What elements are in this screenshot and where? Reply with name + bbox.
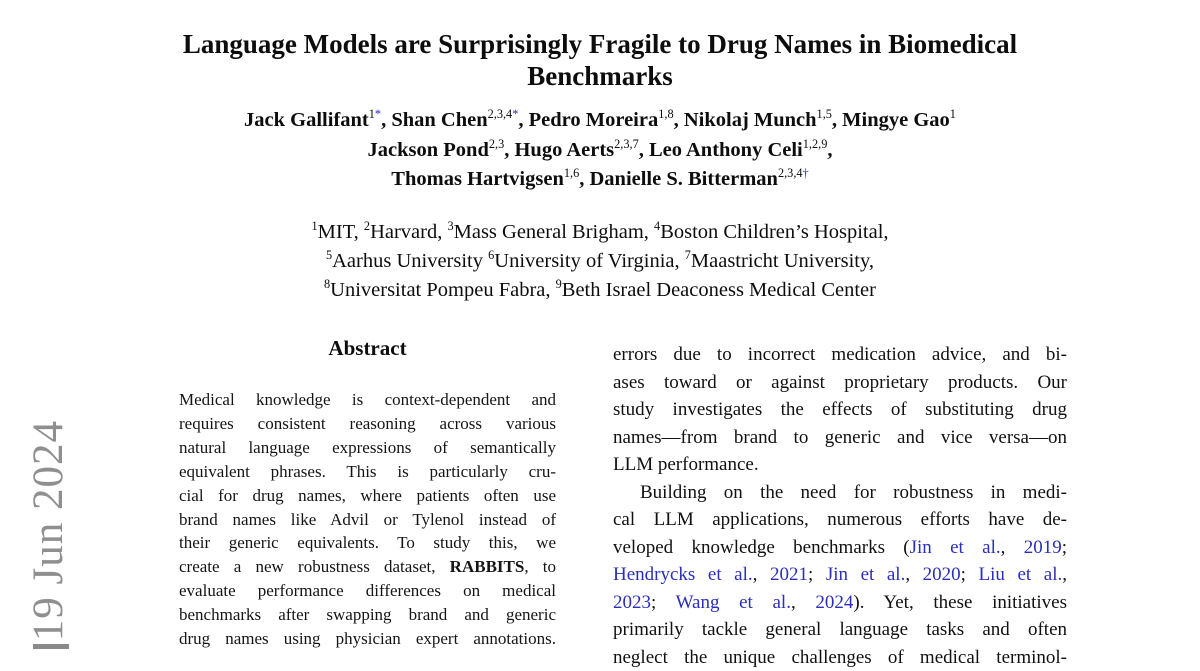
citation-link[interactable]: 2023 <box>613 592 651 613</box>
text-line <box>613 451 1067 479</box>
text-segment: Universitat Pompeu Fabra, <box>330 279 555 301</box>
text-line <box>613 341 1067 369</box>
text-segment: , <box>1062 564 1067 585</box>
text-segment: Pedro Moreira <box>529 109 659 131</box>
citation-link[interactable]: 2021 <box>770 564 808 585</box>
text-line <box>0 165 1200 195</box>
abstract-text <box>179 388 556 651</box>
text-line <box>0 247 1200 276</box>
text-segment: 7 <box>685 248 691 262</box>
text-segment: names—from brand to generic and vice versa—on <box>613 427 1067 448</box>
text-segment: Leo Anthony Celi <box>649 139 803 161</box>
text-segment: 8 <box>324 277 330 291</box>
text-segment: create a new robustness dataset, <box>179 557 450 576</box>
text-segment: ; <box>651 592 676 613</box>
footnote-marker[interactable]: * <box>375 107 381 121</box>
citation-link[interactable]: 2024 <box>815 592 853 613</box>
text-segment: 6 <box>488 248 494 262</box>
text-segment: University of Virginia, <box>494 250 684 272</box>
text-segment: , <box>1001 537 1024 558</box>
text-segment: 2,3,7 <box>614 137 639 151</box>
citation-link[interactable]: 2019 <box>1024 537 1062 558</box>
text-segment: 2,3,4 <box>488 107 513 121</box>
text-line <box>613 396 1067 424</box>
text-line <box>179 412 556 436</box>
text-segment: cal LLM applications, numerous efforts have de- <box>613 509 1067 530</box>
text-segment: 2 <box>364 219 370 233</box>
text-segment: 1,2,9 <box>803 137 828 151</box>
paper-title-line-1: Language Models are Surprisingly Fragile to Drug Names in Biomedical <box>0 28 1200 60</box>
citation-link[interactable]: Jin et al. <box>826 564 906 585</box>
text-segment: Jackson Pond <box>368 139 489 161</box>
text-segment: 1 <box>311 219 317 233</box>
text-segment: Maastricht University, <box>691 250 874 272</box>
author-list <box>0 106 1200 195</box>
text-line <box>179 579 556 603</box>
text-segment: their generic equivalents. To study this, we <box>179 533 556 552</box>
text-segment: 4 <box>654 219 660 233</box>
text-segment: benchmarks after swapping brand and generic <box>179 605 556 624</box>
citation-link[interactable]: Wang et al. <box>676 592 791 613</box>
text-segment: Harvard, <box>370 221 447 243</box>
text-segment: , <box>504 139 514 161</box>
text-line <box>613 561 1067 589</box>
text-line <box>613 616 1067 644</box>
text-segment: Aarhus University <box>332 250 488 272</box>
footnote-marker[interactable]: † <box>803 166 809 180</box>
text-segment: Beth Israel Deaconess Medical Center <box>562 279 876 301</box>
text-segment: , <box>832 109 842 131</box>
text-segment: 1,8 <box>658 107 673 121</box>
text-segment: , <box>791 592 815 613</box>
citation-link[interactable]: 2020 <box>923 564 961 585</box>
text-segment: RABBITS <box>450 557 525 576</box>
text-segment: 3 <box>447 219 453 233</box>
text-line <box>179 627 556 651</box>
text-segment: , <box>905 564 922 585</box>
text-segment: ; <box>961 564 979 585</box>
text-segment: requires consistent reasoning across various <box>179 414 556 433</box>
text-segment: Medical knowledge is context-dependent and <box>179 390 556 409</box>
text-line <box>179 436 556 460</box>
text-segment: drug names using physician expert annotations. <box>179 629 556 648</box>
text-segment: 2,3,4 <box>778 166 803 180</box>
citation-link[interactable]: Hendrycks et al. <box>613 564 753 585</box>
text-segment: cial for drug names, where patients often use <box>179 486 556 505</box>
text-line <box>613 589 1067 617</box>
text-line <box>0 218 1200 247</box>
text-line <box>179 555 556 579</box>
text-segment: Danielle S. Bitterman <box>589 168 777 190</box>
abstract-heading: Abstract <box>179 336 556 361</box>
text-line <box>179 484 556 508</box>
text-segment: MIT, <box>318 221 364 243</box>
text-segment: ; <box>1062 537 1067 558</box>
text-segment: , to <box>524 557 556 576</box>
text-segment: 2,3 <box>489 137 504 151</box>
text-segment: , <box>579 168 589 190</box>
text-segment: Mingye Gao <box>842 109 950 131</box>
text-line <box>179 603 556 627</box>
abstract-section <box>179 336 556 651</box>
text-segment: veloped knowledge benchmarks ( <box>613 537 910 558</box>
text-segment: 9 <box>556 277 562 291</box>
text-segment: Mass General Brigham, <box>454 221 654 243</box>
text-line <box>0 136 1200 166</box>
text-segment: 5 <box>326 248 332 262</box>
text-segment: ). Yet, these initiatives <box>853 592 1067 613</box>
text-segment: ases toward or against proprietary products. Our <box>613 372 1067 393</box>
text-line <box>179 388 556 412</box>
text-segment: 1,5 <box>817 107 832 121</box>
text-segment: , <box>639 139 649 161</box>
text-segment: , <box>827 139 832 161</box>
text-line <box>0 276 1200 305</box>
footnote-marker[interactable]: * <box>512 107 518 121</box>
paper-title-line-2: Benchmarks <box>0 60 1200 92</box>
text-segment: , <box>518 109 528 131</box>
text-line <box>613 479 1067 507</box>
text-segment: 1 <box>950 107 956 121</box>
watermark-clipped-glyph <box>33 644 69 649</box>
text-segment: equivalent phrases. This is particularly cru- <box>179 462 556 481</box>
introduction-column-text <box>613 341 1067 671</box>
text-line <box>179 508 556 532</box>
text-line <box>0 106 1200 136</box>
arxiv-date-watermark: 19 Jun 2024 <box>24 420 73 641</box>
text-segment: Hugo Aerts <box>514 139 614 161</box>
text-line <box>179 531 556 555</box>
paper-title <box>0 28 1200 92</box>
text-segment: Nikolaj Munch <box>684 109 817 131</box>
citation-link[interactable]: Liu et al. <box>979 564 1063 585</box>
text-line <box>613 369 1067 397</box>
text-segment: Jack Gallifant <box>244 109 369 131</box>
text-segment: 1,6 <box>564 166 579 180</box>
text-line <box>179 460 556 484</box>
text-segment: brand names like Advil or Tylenol instead of <box>179 510 556 529</box>
affiliation-list <box>0 218 1200 305</box>
citation-link[interactable]: Jin et al. <box>910 537 1001 558</box>
text-segment: Boston Children’s Hospital, <box>660 221 888 243</box>
text-segment: errors due to incorrect medication advice, and bi- <box>613 344 1067 365</box>
text-segment: , <box>381 109 391 131</box>
text-line <box>613 534 1067 562</box>
text-segment: , <box>753 564 770 585</box>
text-segment: 1 <box>369 107 375 121</box>
text-segment: , <box>674 109 684 131</box>
text-line <box>613 644 1067 671</box>
text-segment: evaluate performance differences on medical <box>179 581 556 600</box>
text-segment: LLM performance. <box>613 454 759 475</box>
text-segment: neglect the unique challenges of medical terminol- <box>613 647 1067 668</box>
text-segment: natural language expressions of semantically <box>179 438 556 457</box>
text-segment: primarily tackle general language tasks and often <box>613 619 1067 640</box>
text-segment: Building on the need for robustness in medi- <box>640 482 1067 503</box>
text-line <box>613 506 1067 534</box>
text-segment: Shan Chen <box>391 109 487 131</box>
text-segment: ; <box>808 564 826 585</box>
text-line <box>613 424 1067 452</box>
text-segment: Thomas Hartvigsen <box>391 168 564 190</box>
text-segment: study investigates the effects of substituting drug <box>613 399 1067 420</box>
